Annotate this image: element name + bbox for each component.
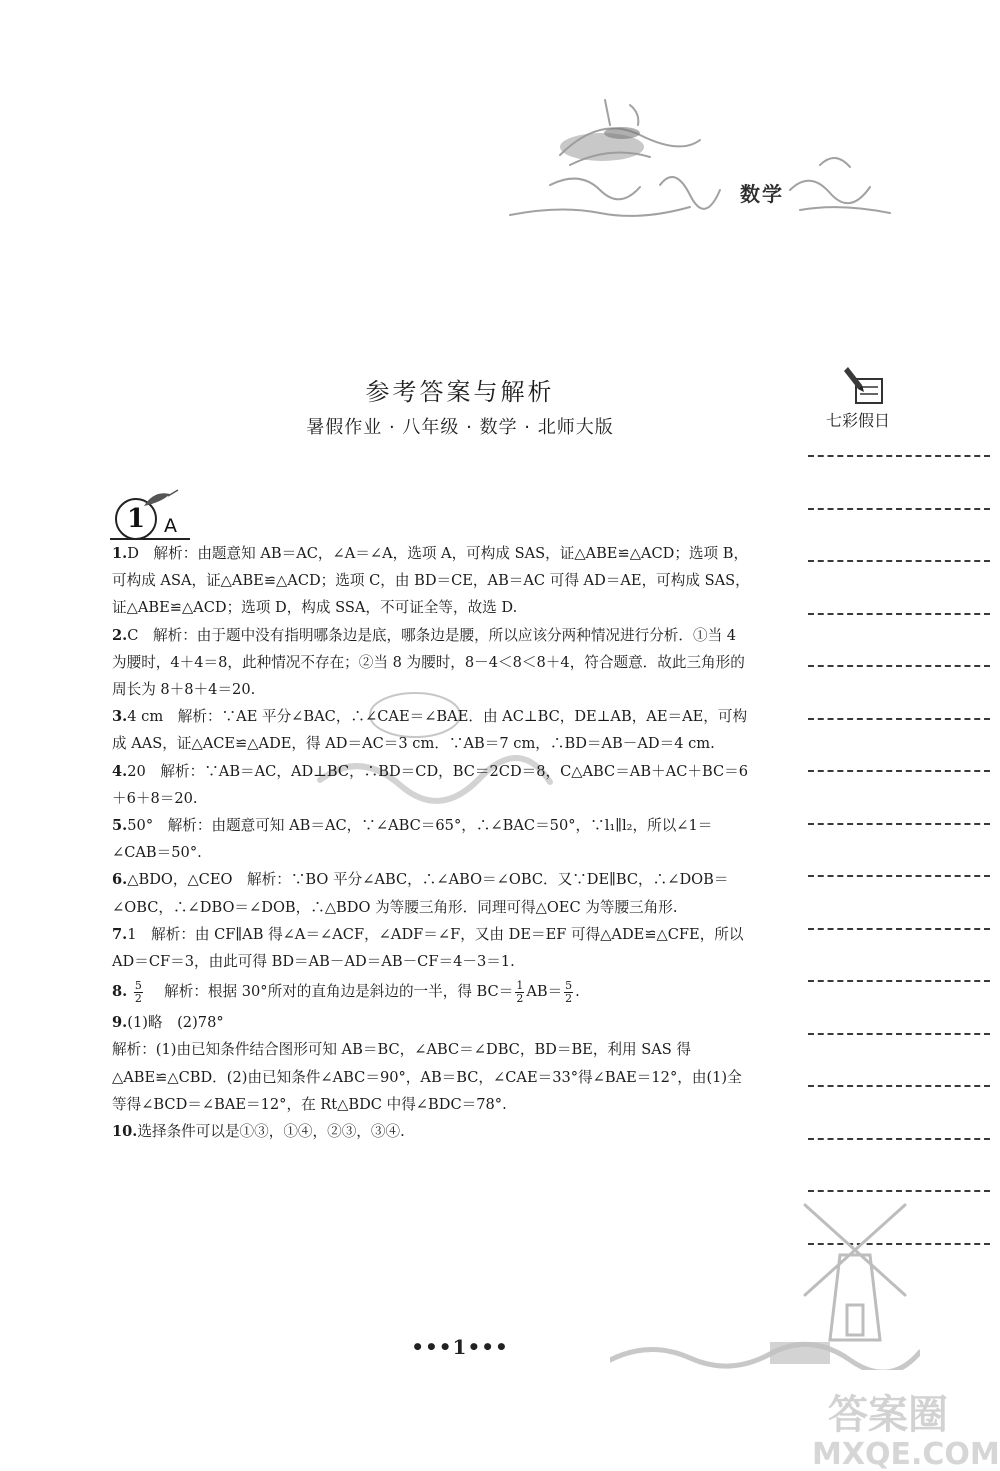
answer-text: 选择条件可以是①③，①④，②③，③④. — [137, 1123, 405, 1141]
answer-number: 8. — [112, 983, 128, 1001]
answer-number: 5. — [112, 817, 128, 835]
answer-number: 1. — [112, 545, 128, 562]
note-line — [808, 928, 990, 930]
answer-text: (1)略 (2)78° — [127, 1014, 224, 1032]
fraction-numerator: 5 — [565, 978, 573, 992]
header-subject: 数学 — [740, 182, 784, 206]
answer-item — [112, 1036, 752, 1118]
windmill-icon — [785, 1195, 925, 1345]
answer-item — [112, 540, 752, 622]
header-decoration-icon — [490, 95, 910, 245]
answer-number: 4. — [112, 762, 128, 780]
answer-item — [112, 758, 752, 812]
svg-text:答案圈: 答案圈 — [828, 1392, 948, 1438]
leaf-decoration-icon — [140, 488, 180, 510]
section-letter: A — [164, 515, 177, 537]
answer-text: AB＝ — [526, 983, 563, 1001]
page-number: •••1••• — [411, 1335, 509, 1359]
note-line — [808, 1190, 990, 1192]
note-line — [808, 980, 990, 982]
section-number-badge: 1 — [115, 498, 157, 540]
answer-text: D 解析：由题意知 AB＝AC，∠A＝∠A，选项 A，可构成 SAS，证△ABE≌△ACD；选项 B，可构成 ASA，证△ABE≌△ACD；选项 C，由 BD＝CE，AB＝AC 可得 AD＝AE，可构成 SAS，证△ABE≌△ACD；选项 D，构成 SSA，不可证全等，故选 D. — [112, 545, 750, 617]
note-line — [808, 665, 990, 667]
answer-item — [112, 703, 752, 757]
answer-item — [112, 921, 752, 975]
answer-text: 解析：根据 30°所对的直角边是斜边的一半，得 BC＝ — [164, 983, 514, 1001]
fraction-numerator: 5 — [134, 978, 142, 992]
answer-item — [112, 975, 752, 1009]
fraction — [515, 980, 524, 1005]
answer-number: 3. — [112, 708, 128, 726]
sidebar-label: 七彩假日 — [826, 411, 891, 430]
bottom-decoration-icon — [610, 1330, 920, 1370]
answer-item — [112, 812, 752, 866]
answer-text: 4 cm 解析：∵AE 平分∠BAC，∴∠CAE＝∠BAE．由 AC⊥BC，DE⊥AB，AE＝AE，可构成 AAS，证△ACE≌△ADE，得 AD＝AC＝3 cm．∵AB＝7 cm，∴BD＝AB－AD＝4 cm. — [112, 708, 748, 753]
answer-number: 7. — [112, 925, 128, 943]
svg-text:MXQE.COM: MXQE.COM — [812, 1437, 1000, 1471]
answer-number: 9. — [112, 1014, 128, 1032]
answer-text: 20 解析：∵AB＝AC，AD⊥BC，∴BD＝CD，BC＝2CD＝8，C△ABC＝AB＋AC＋BC＝6＋6＋8＝20. — [112, 762, 748, 807]
answer-item — [112, 622, 752, 704]
note-line — [808, 508, 990, 510]
note-line — [808, 613, 990, 615]
answer-text: 50° 解析：由题意可知 AB＝AC，∵∠ABC＝65°，∴∠BAC＝50°，∵l₁∥l₂，所以∠1＝∠CAB＝50°. — [112, 817, 713, 862]
note-line — [808, 560, 990, 562]
answer-list — [112, 540, 752, 1145]
note-line — [808, 875, 990, 877]
watermark-logo-icon — [800, 1380, 1000, 1471]
fraction — [134, 980, 143, 1005]
fraction-denominator: 2 — [516, 991, 524, 1005]
fraction — [564, 980, 573, 1005]
answer-item — [112, 1118, 752, 1145]
answer-number: 10. — [112, 1123, 138, 1141]
note-line — [808, 718, 990, 720]
answer-text: . — [575, 983, 580, 1001]
note-line — [808, 455, 990, 457]
answer-item — [112, 866, 752, 920]
page-title: 参考答案与解析 — [365, 378, 555, 406]
answer-text: C 解析：由于题中没有指明哪条边是底，哪条边是腰，所以应该分两种情况进行分析．①当 4 为腰时，4＋4＝8，此种情况不存在；②当 8 为腰时，8－4＜8＜8＋4，符合题意．故此三角形的周长为 8＋8＋4＝20. — [112, 626, 745, 699]
answer-number: 6. — [112, 871, 128, 889]
answer-text: △BDO，△CEO 解析：∵BO 平分∠ABC，∴∠ABO＝∠OBC．又∵DE∥BC，∴∠DOB＝∠OBC，∴∠DBO＝∠DOB，∴△BDO 为等腰三角形．同理可得△OEC 为等腰三角形. — [112, 871, 729, 916]
answer-number: 2. — [112, 626, 128, 644]
answer-text: 解析：(1)由已知条件结合图形可知 AB＝BC，∠ABC＝∠DBC，BD＝BE，利用 SAS 得△ABE≌△CBD．(2)由已知条件∠ABC＝90°，AB＝BC，∠CAE＝33°得∠BAE＝12°，由(1)全等得∠BCD＝∠BAE＝12°，在 Rt△BDC 中得∠BDC＝78°. — [112, 1041, 742, 1113]
note-line — [808, 1085, 990, 1087]
answer-item — [112, 1009, 752, 1036]
pen-notebook-icon — [838, 365, 888, 407]
fraction-denominator: 2 — [134, 991, 142, 1005]
page-subtitle: 暑假作业 · 八年级 · 数学 · 北师大版 — [306, 417, 614, 438]
note-line — [808, 1033, 990, 1035]
fraction-denominator: 2 — [565, 991, 573, 1005]
answer-text: 1 解析：由 CF∥AB 得∠A＝∠ACF，∠ADF＝∠F，又由 DE＝EF 可得△ADE≌△CFE，所以 AD＝CF＝3，由此可得 BD＝AB－AD＝AB－CF＝4－3＝1. — [112, 925, 744, 971]
note-line — [808, 1138, 990, 1140]
fraction-numerator: 1 — [516, 978, 524, 992]
note-line — [808, 770, 990, 772]
note-line — [808, 823, 990, 825]
